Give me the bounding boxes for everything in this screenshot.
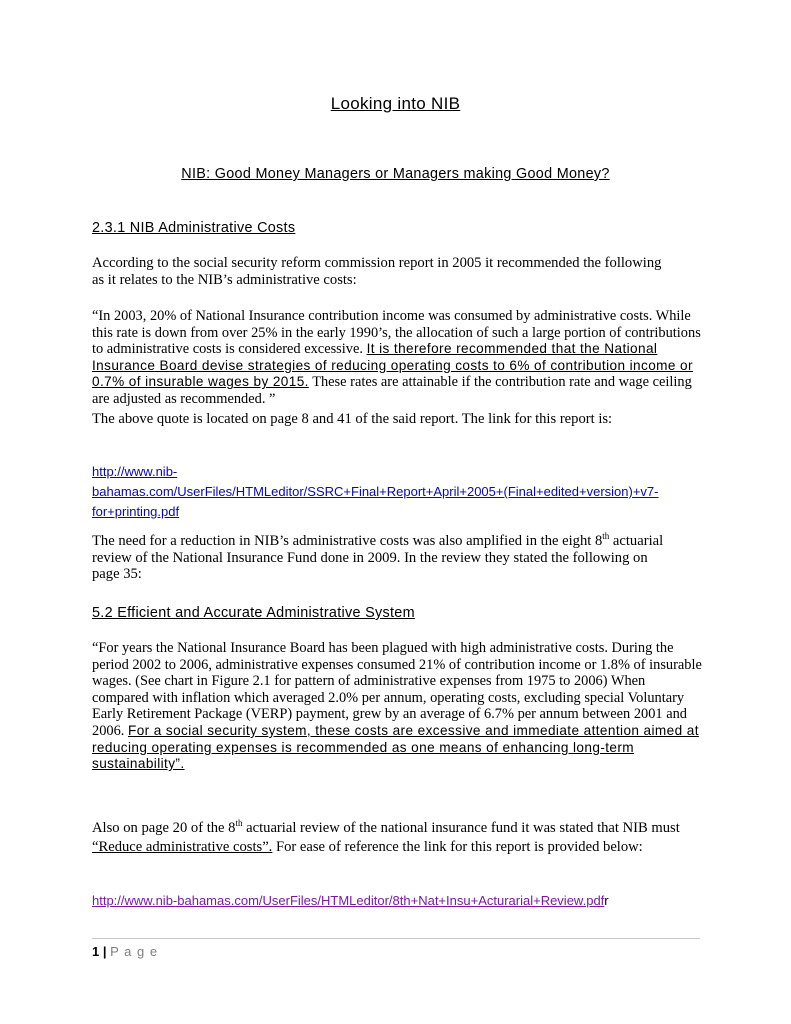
quote-location-note: The above quote is located on page 8 and 41 of the said report. The link for this report is: (92, 411, 613, 427)
also-text-2: actuarial review of the national insurance fund it was stated that NIB must (242, 820, 680, 836)
page-label: P a g e (110, 944, 159, 959)
actuarial-review-paragraph (92, 533, 672, 583)
actuarial-text-2: actuarial review of the National Insurance Fund done in 2009. In the review they stated the following on page 35: (92, 533, 664, 583)
also-text-1: Also on page 20 of the 8 (92, 820, 236, 836)
quote-recommendation-highlight: It is therefore recommended that the National Insurance Board devise strategies of reducing operating costs to 6% of contribution income or 0.7% of insurable wages by 2015. (92, 341, 693, 390)
reduce-costs-quote: “Reduce administrative costs”. (92, 838, 273, 855)
footer-separator: | (102, 944, 107, 959)
page-footer (92, 944, 158, 959)
link-trailing-char: r (604, 893, 609, 908)
ssrc-link-line-2[interactable]: bahamas.com/UserFiles/HTMLeditor/SSRC+Final+Report+April+2005+(Final+edited+version)+v7- (92, 484, 659, 499)
ordinal-suffix: th (235, 818, 243, 828)
ordinal-suffix: th (602, 531, 610, 541)
document-subtitle: NIB: Good Money Managers or Managers making Good Money? (181, 166, 610, 182)
ssrc-link-line-3[interactable]: for+printing.pdf (92, 504, 180, 519)
section-heading-admin-costs: 2.3.1 NIB Administrative Costs (92, 220, 296, 236)
document-title: Looking into NIB (330, 94, 461, 113)
actuarial-text-1: The need for a reduction in NIB’s administrative costs was also amplified in the eight 8 (92, 533, 603, 549)
intro-paragraph: According to the social security reform commission report in 2005 it recommended the following as it relates to the NIB’s administrative costs: (92, 255, 662, 288)
ssrc-report-link[interactable] (92, 462, 712, 522)
ssrc-link-line-1[interactable]: http://www.nib- (92, 464, 178, 479)
actuarial-report-link-line (92, 892, 609, 910)
section-heading-efficient-system: 5.2 Efficient and Accurate Administrative System (92, 605, 415, 621)
actuarial-quote-highlight: For a social security system, these costs are excessive and immediate attention aimed at reducing operating expenses is recommended as one means of enhancing long-term sustainability”. (92, 722, 699, 772)
footer-divider (92, 938, 700, 939)
actuarial-quote-text: “For years the National Insurance Board has been plagued with high administrative costs. During the period 2002 to 2006, administrative expenses consumed 21% of contribution income or 1.8% of insurable wages. (See chart in Figure 2.1 for pattern of administrative expenses from 1975 to 2006) When compared with inflation which averaged 2.0% per annum, operating costs, excluding special Voluntary Early Retirement Package (VERP) payment, grew by an average of 6.7% per annum between 2001 and 2006. (92, 640, 702, 739)
also-page-20-paragraph (92, 819, 692, 856)
quote-text: “In 2003, 20% of National Insurance contribution income was consumed by administrative costs. While this rate is down from over 25% in the early 1990’s, the allocation of such a large portion of contributions to administrative costs is considered excessive. (92, 308, 701, 358)
actuarial-report-link[interactable]: http://www.nib-bahamas.com/UserFiles/HTMLeditor/8th+Nat+Insu+Acturarial+Review.pdf (92, 893, 605, 908)
actuarial-quote-paragraph (92, 640, 704, 773)
page-number: 1 (92, 944, 100, 959)
also-text-3: For ease of reference the link for this report is provided below: (272, 838, 643, 855)
ssrc-quote-paragraph (92, 308, 704, 408)
quote-ending: These rates are attainable if the contribution rate and wage ceiling are adjusted as recommended. ” (92, 374, 692, 407)
